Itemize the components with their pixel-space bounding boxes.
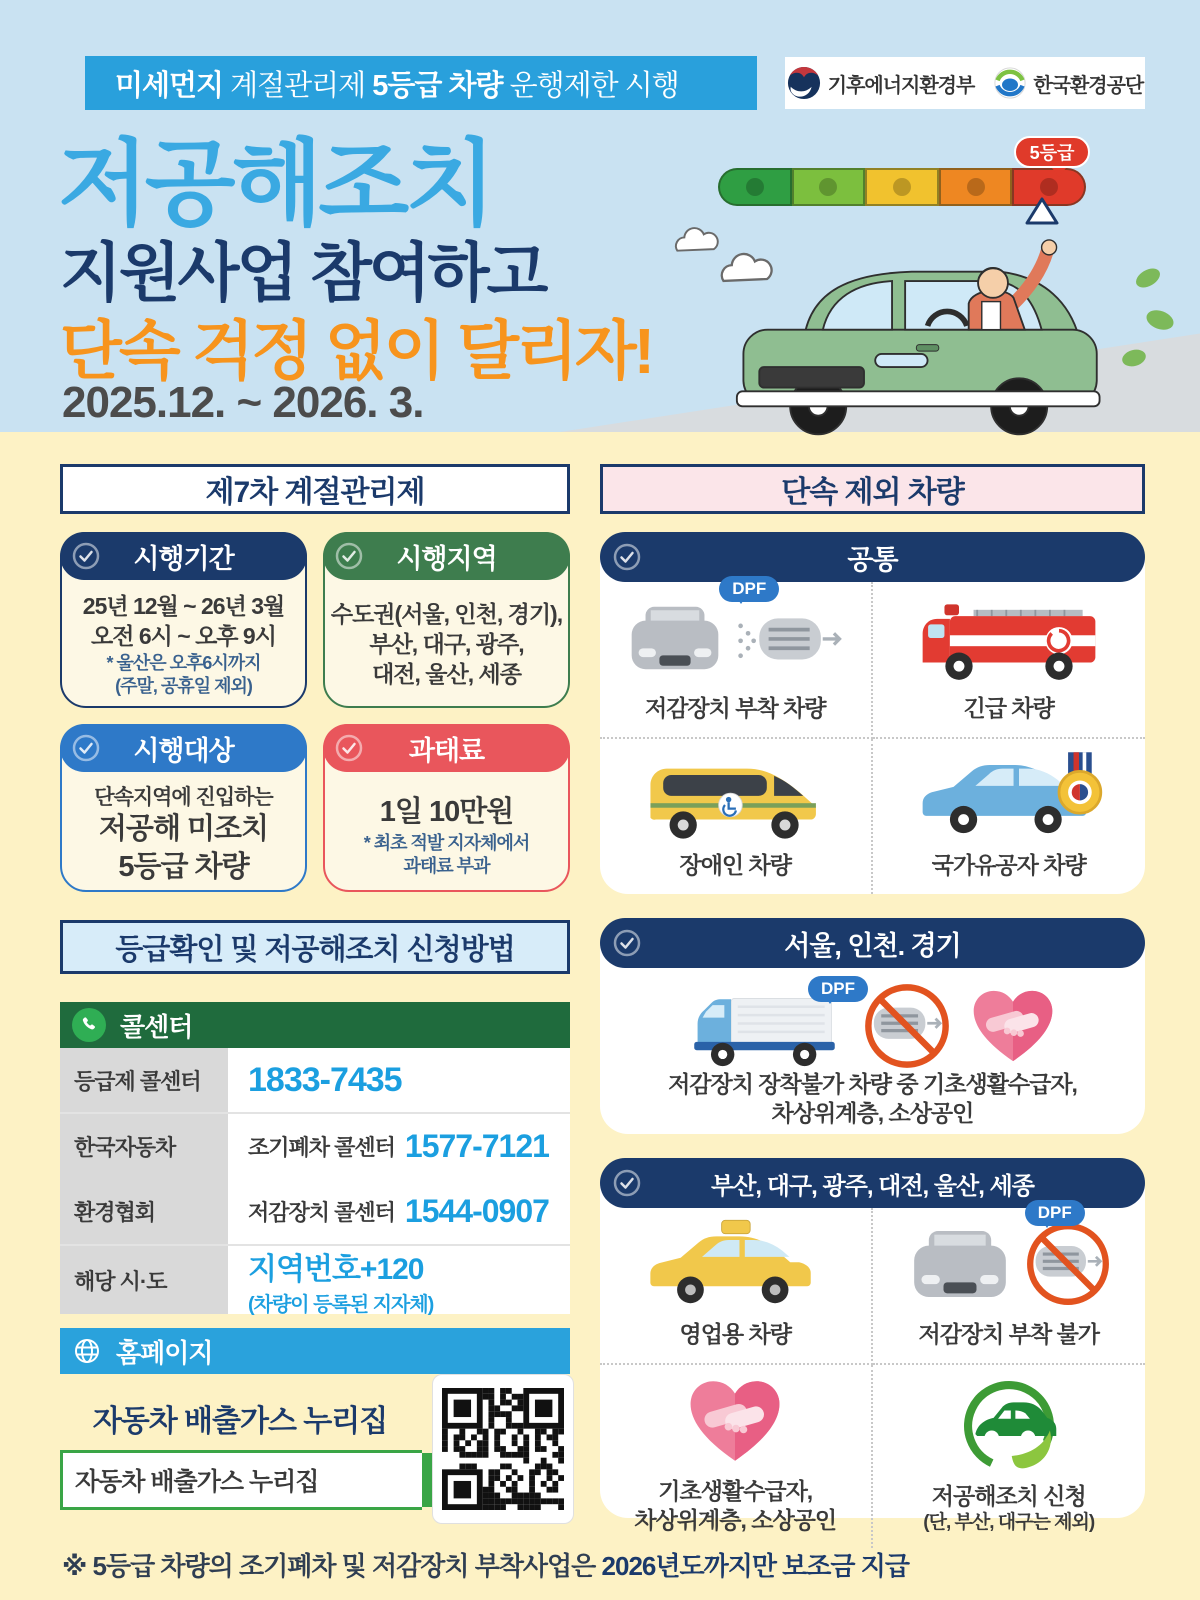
- hero-period: 2025.12. ~ 2026. 3.: [62, 378, 424, 427]
- card-line: 오전 6시 ~ 오후 9시: [91, 622, 276, 649]
- exempt-card-busan: [600, 1158, 1145, 1533]
- homepage-bar: [60, 1328, 570, 1374]
- exempt-item: [600, 739, 873, 894]
- card-title: 시행기간: [133, 543, 234, 574]
- gauge-segment-3: [865, 168, 939, 206]
- taxi-icon: [640, 1215, 830, 1313]
- card-line: 수도권(서울, 인천, 경기),: [330, 601, 563, 627]
- caption-line: 차상위계층, 소상공인: [634, 1506, 837, 1533]
- card-note: 과태료 부과: [403, 856, 490, 877]
- ministry-logo: [787, 66, 975, 100]
- card-note: * 울산은 오후6시까지: [106, 652, 261, 673]
- row-label: 등급제 콜센터: [60, 1048, 228, 1112]
- hero-title-1: 저공해조치: [58, 131, 493, 236]
- exempt-seoul-caption: [600, 1070, 1145, 1128]
- card-note: (주말, 공휴일 제외): [115, 676, 252, 697]
- card-line: 1일 10만원: [379, 796, 514, 828]
- merit-car-icon: [911, 745, 1107, 845]
- exempt-item: [873, 1365, 1146, 1549]
- hero-title-3: 단속 걱정 없이 달리자!: [60, 315, 653, 387]
- dpf-bubble: DPF: [808, 976, 868, 1002]
- banner-badge: 미세먼지: [115, 69, 224, 102]
- card-target: [60, 724, 307, 892]
- gray-car-icon: [623, 594, 727, 682]
- exempt-item-label: 국가유공자 차량: [931, 852, 1086, 879]
- hero: [0, 0, 1200, 432]
- card-region: [323, 532, 570, 708]
- card-period-header: [60, 532, 307, 580]
- phone-number: 1833-7435: [248, 1060, 402, 1099]
- exempt-item-label: 저감장치 부착 차량: [644, 695, 826, 722]
- exempt-card-common: [600, 532, 1145, 894]
- phone-number: 1577-7121: [404, 1127, 549, 1164]
- exempt-item-label: 장애인 차량: [679, 852, 791, 879]
- card-line: 부산, 대구, 광주,: [369, 630, 524, 657]
- phone-number: 1544-0907: [404, 1192, 549, 1229]
- check-circle-icon: [334, 733, 364, 763]
- exempt-item: [873, 582, 1146, 739]
- dpf-banned-icon: [1023, 1219, 1113, 1309]
- row-label: 환경협회: [60, 1178, 228, 1244]
- card-title: 부산, 대구, 광주, 대전, 울산, 세종: [711, 1172, 1034, 1200]
- exempt-section-title: 단속 제외 차량: [600, 464, 1145, 514]
- check-circle-icon: [612, 928, 642, 958]
- table-row: [60, 1244, 570, 1314]
- gauge-face-icon: [893, 178, 911, 196]
- callcenter-bar: [60, 1002, 570, 1048]
- caption-line: 저공해조치 신청: [931, 1482, 1086, 1509]
- right-column: [600, 432, 1145, 1533]
- exempt-item: [873, 1203, 1146, 1365]
- card-period: [60, 532, 307, 708]
- card-line: 대전, 울산, 세종: [372, 660, 521, 687]
- dpf-filter-icon: [735, 603, 847, 673]
- keco-logo: [994, 67, 1143, 99]
- dpf-banned-icon: [861, 980, 953, 1072]
- search-input[interactable]: [63, 1453, 422, 1507]
- phone-icon: [72, 1008, 106, 1042]
- card-line: 5등급 차량: [118, 850, 249, 883]
- banner-text-2: 운행제한 시행: [509, 69, 679, 102]
- check-circle-icon: [71, 541, 101, 571]
- row-label: 해당 시·도: [60, 1246, 228, 1314]
- dpf-bubble: DPF: [719, 576, 779, 602]
- phone-number: 지역번호+120: [248, 1252, 424, 1286]
- footer-note-text: ※ 5등급 차량의 조기폐차 및 저감장치 부착사업은: [62, 1551, 596, 1581]
- footer-note-bold: 2026년도까지만 보조금 지급: [601, 1551, 909, 1581]
- card-title: 시행대상: [133, 735, 234, 766]
- handshake-heart-icon: [683, 1373, 787, 1469]
- exempt-common-header: [600, 532, 1145, 582]
- check-circle-icon: [612, 542, 642, 572]
- gauge-face-icon: [967, 178, 985, 196]
- homepage-label: 홈페이지: [116, 1337, 213, 1368]
- exempt-item-label: 영업용 차량: [679, 1321, 791, 1347]
- footer-note: [62, 1546, 1162, 1583]
- card-title: 시행지역: [396, 543, 497, 574]
- card-fine-header: [323, 724, 570, 772]
- gauge-segment-4: [939, 168, 1013, 206]
- season-section-title: 제7차 계절관리제: [60, 464, 570, 514]
- exempt-item: [600, 1208, 873, 1365]
- exempt-item-label: [634, 1477, 836, 1535]
- low-emission-car-icon: [959, 1376, 1059, 1476]
- logo-box: [785, 57, 1145, 109]
- exempt-item: [873, 739, 1146, 894]
- apply-section-title: 등급확인 및 저공해조치 신청방법: [60, 920, 570, 974]
- gauge-segment-1: [718, 168, 792, 206]
- card-region-header: [323, 532, 570, 580]
- card-line: 저공해 미조치: [98, 813, 269, 846]
- check-circle-icon: [334, 541, 364, 571]
- number-prefix: 저감장치 콜센터: [248, 1199, 395, 1225]
- table-row: [60, 1112, 570, 1178]
- caption-line: 기초생활수급자,: [658, 1477, 813, 1504]
- gauge-face-icon: [746, 178, 764, 196]
- gray-car-icon: [905, 1218, 1015, 1310]
- qr-code: [432, 1374, 574, 1524]
- callcenter-label: 콜센터: [120, 1011, 193, 1042]
- banner-text-bold: 5등급 차량: [372, 69, 503, 102]
- exempt-item-label: 저감장치 부착 불가: [918, 1321, 1100, 1347]
- card-line: 단속지역에 진입하는: [94, 786, 273, 809]
- number-note: (차량이 등록된 지자체): [248, 1293, 434, 1316]
- exempt-item: [600, 579, 873, 739]
- row-label: 한국자동차: [60, 1114, 228, 1178]
- card-fine: [323, 724, 570, 892]
- number-prefix: 조기폐차 콜센터: [248, 1134, 395, 1160]
- exempt-seoul-header: [600, 918, 1145, 968]
- table-row: [60, 1178, 570, 1244]
- qr-code-icon: [442, 1388, 564, 1510]
- disabled-van-icon: [637, 745, 833, 845]
- banner-text-1: 계절관리제: [230, 69, 366, 102]
- globe-icon: [72, 1336, 102, 1366]
- exempt-item-label: [923, 1482, 1094, 1535]
- card-line: 25년 12월 ~ 26년 3월: [82, 593, 285, 619]
- card-title: 과태료: [408, 735, 485, 766]
- card-target-header: [60, 724, 307, 772]
- site-block: [60, 1374, 570, 1546]
- keco-logo-icon: [994, 67, 1026, 99]
- top-banner: [85, 56, 757, 110]
- card-title: 서울, 인천. 경기: [784, 930, 961, 961]
- exempt-item: [600, 1365, 873, 1549]
- check-circle-icon: [71, 733, 101, 763]
- card-note: * 최초 적발 지자체에서: [363, 832, 530, 853]
- exempt-item-label: 긴급 차량: [963, 695, 1054, 722]
- ministry-logo-icon: [787, 66, 821, 100]
- fire-truck-icon: [909, 588, 1109, 688]
- car-illustration: [692, 236, 1122, 442]
- callcenter-table: [60, 1048, 570, 1314]
- caption-note: (단, 부산, 대구는 제외): [923, 1511, 1095, 1533]
- left-column: [60, 432, 570, 1546]
- keco-logo-label: 한국환경공단: [1033, 74, 1144, 97]
- exempt-card-seoul: [600, 918, 1145, 1134]
- check-circle-icon: [612, 1168, 642, 1198]
- caption-line: 저감장치 장착불가 차량 중 기초생활수급자,: [668, 1071, 1077, 1097]
- gauge-segment-2: [792, 168, 866, 206]
- search-box: [60, 1450, 422, 1510]
- season-cards: [60, 532, 570, 892]
- gauge-face-icon: [819, 178, 837, 196]
- caption-line: 차상위계층, 소상공인: [771, 1099, 974, 1126]
- hero-title-2: 지원사업 참여하고: [60, 237, 546, 309]
- dpf-bubble: DPF: [1025, 1200, 1085, 1226]
- grade-badge: 5등급: [1014, 136, 1090, 168]
- card-title: 공통: [847, 544, 898, 575]
- table-row: [60, 1048, 570, 1112]
- ministry-logo-label: 기후에너지환경부: [827, 74, 975, 97]
- handshake-heart-icon: [967, 980, 1059, 1072]
- site-name: 자동차 배출가스 누리집: [92, 1405, 388, 1438]
- gauge-pointer-icon: [1024, 196, 1060, 226]
